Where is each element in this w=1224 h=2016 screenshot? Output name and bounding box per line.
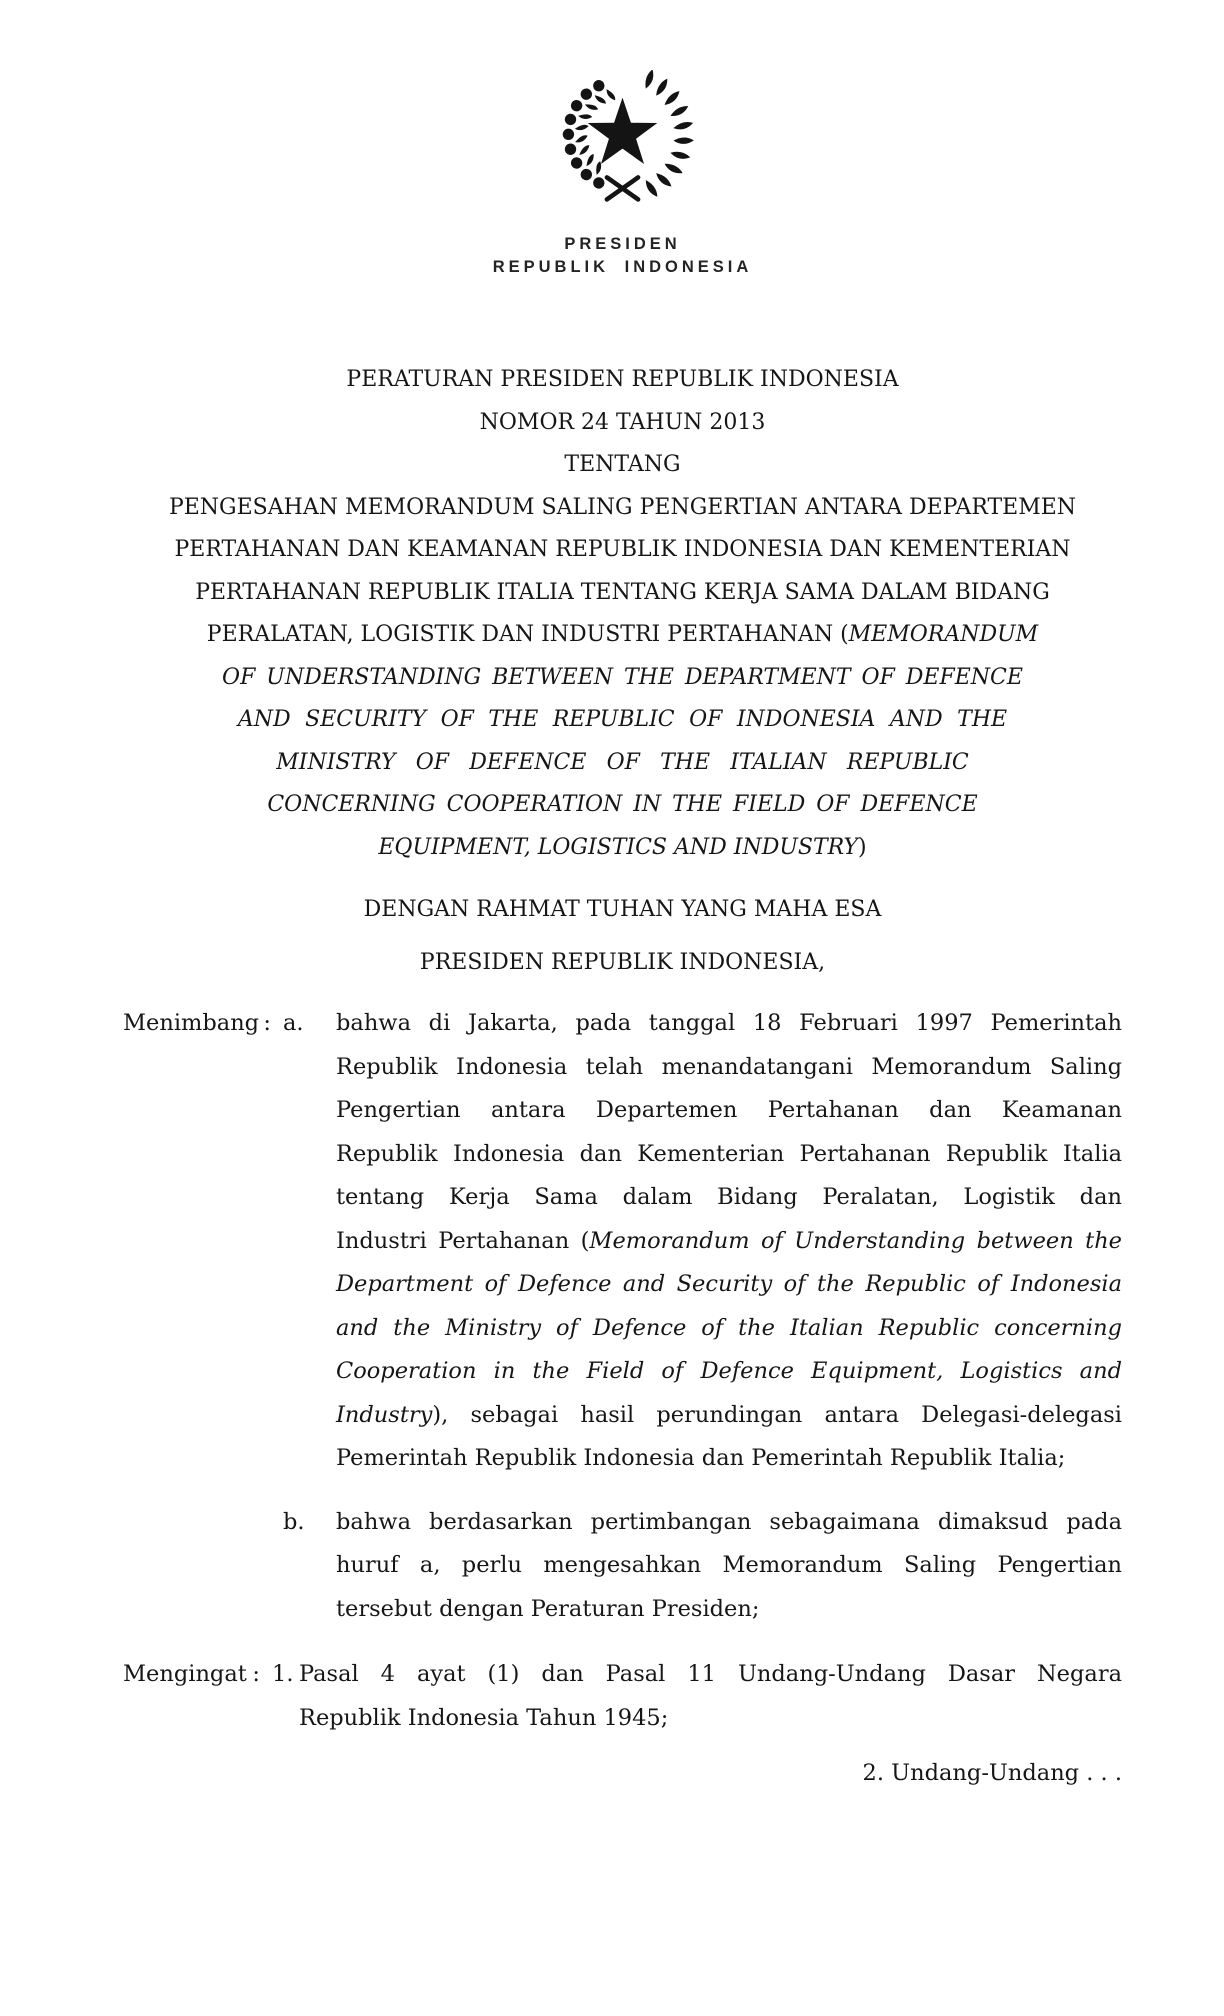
italic-text-segment: Industry: [336, 1401, 433, 1428]
text-line: [299, 1653, 1122, 1697]
label-colon: :: [263, 1010, 271, 1036]
text-segment: huruf a, perlu mengesahkan Memorandum Saling Pengertian: [336, 1552, 1122, 1578]
issuer-line: PRESIDEN REPUBLIK INDONESIA,: [419, 949, 826, 975]
label-colon: :: [252, 1661, 260, 1687]
letterhead: [123, 233, 1122, 279]
italic-text-segment: OF UNDERSTANDING BETWEEN THE DEPARTMENT OF DEFENCE: [222, 664, 1023, 690]
mengingat-label: [123, 1653, 272, 1740]
text-segment: tentang Kerja Sama dalam Bidang Peralatan, Logistik dan: [336, 1184, 1122, 1210]
item-marker: a.: [283, 1010, 304, 1036]
text-line: [336, 1002, 1122, 1046]
text-line: [336, 1307, 1122, 1351]
italic-text-segment: MEMORANDUM: [848, 622, 1039, 647]
invocation-line: DENGAN RAHMAT TUHAN YANG MAHA ESA: [363, 897, 882, 922]
label-text: Mengingat: [123, 1661, 247, 1687]
title-line-english: [123, 657, 1122, 700]
title-line: [123, 359, 1122, 402]
text-line: [336, 1089, 1122, 1133]
text-line: [336, 1588, 1122, 1632]
text-line: [336, 1133, 1122, 1177]
title-line-number: [123, 402, 1122, 445]
text-segment: TENTANG: [564, 452, 681, 477]
title-line: [123, 529, 1122, 572]
italic-text-segment: and the Ministry of Defence of the Italian Republic concerning: [336, 1314, 1122, 1341]
title-line-tentang: [123, 444, 1122, 487]
item-text: [336, 1002, 1122, 1481]
empty-label-cell: [123, 1501, 283, 1632]
title-line-english: [123, 784, 1122, 827]
text-line: [336, 1176, 1122, 1220]
text-line: [299, 1697, 1122, 1741]
italic-text-segment: Cooperation in the Field of Defence Equipment, Logistics and: [336, 1358, 1122, 1384]
title-line-english: [123, 699, 1122, 742]
text-line: [336, 1394, 1122, 1438]
mengingat-section: [123, 1653, 1122, 1740]
text-segment: Republik Indonesia telah menandatangani Memorandum Saling: [336, 1053, 1122, 1080]
text-line: [336, 1544, 1122, 1588]
item-marker: b.: [283, 1508, 305, 1535]
text-segment: NOMOR 24 TAHUN 2013: [479, 409, 766, 435]
title-line: [123, 487, 1122, 530]
text-segment: bahwa di Jakarta, pada tanggal 18 Februari 1997 Pemerintah: [336, 1010, 1122, 1036]
letterhead-org-line1: PRESIDEN: [564, 235, 681, 253]
presidential-star-wreath-emblem-icon: [540, 70, 705, 217]
text-segment: Pemerintah Republik Indonesia dan Pemerintah Republik Italia;: [336, 1445, 1066, 1471]
italic-text-segment: MINISTRY OF DEFENCE OF THE ITALIAN REPUBLIC: [276, 749, 969, 775]
italic-text-segment: AND SECURITY OF THE REPUBLIC OF INDONESIA AND THE: [237, 707, 1008, 732]
letterhead-org-line2: REPUBLIK INDONESIA: [492, 258, 753, 276]
text-segment: PERALATAN, LOGISTIK DAN INDUSTRI PERTAHANAN (: [206, 622, 849, 647]
text-line: [336, 1350, 1122, 1394]
menimbang-section: [123, 1002, 1122, 1631]
text-segment: Industri Pertahanan (: [336, 1227, 590, 1254]
text-segment: PERTAHANAN REPUBLIK ITALIA TENTANG KERJA SAMA DALAM BIDANG: [195, 579, 1050, 605]
text-line: [336, 1437, 1122, 1481]
text-segment: PERTAHANAN DAN KEAMANAN REPUBLIK INDONESIA DAN KEMENTERIAN: [174, 537, 1071, 562]
text-line: [336, 1220, 1122, 1264]
menimbang-item-a: [123, 1002, 1122, 1481]
text-segment: Pasal 4 ayat (1) dan Pasal 11 Undang-Undang Dasar Negara: [299, 1661, 1122, 1687]
menimbang-item-b: [123, 1501, 1122, 1632]
text-segment: ): [858, 834, 867, 860]
text-segment: PENGESAHAN MEMORANDUM SALING PENGERTIAN ANTARA DEPARTEMEN: [168, 494, 1077, 520]
text-segment: bahwa berdasarkan pertimbangan sebagaimana dimaksud pada: [336, 1508, 1122, 1535]
title-line: [123, 572, 1122, 615]
text-line: [336, 1046, 1122, 1090]
italic-text-segment: EQUIPMENT, LOGISTICS AND INDUSTRY: [378, 834, 859, 860]
italic-text-segment: Memorandum of Understanding between the: [589, 1227, 1123, 1254]
item-text: [299, 1653, 1122, 1740]
title-line: [123, 614, 1122, 657]
italic-text-segment: CONCERNING COOPERATION IN THE FIELD OF DEFENCE: [267, 792, 978, 817]
text-segment: ), sebagai hasil perundingan antara Delegasi-delegasi: [432, 1401, 1122, 1428]
menimbang-label: [123, 1002, 283, 1481]
title-line-english: [123, 742, 1122, 785]
catchword-line: 2. Undang-Undang . . .: [862, 1760, 1122, 1786]
text-line: [336, 1501, 1122, 1545]
mengingat-item-1: [123, 1653, 1122, 1740]
italic-text-segment: Department of Defence and Security of the Republic of Indonesia: [336, 1271, 1122, 1297]
text-segment: Republik Indonesia dan Kementerian Pertahanan Republik Italia: [336, 1140, 1122, 1167]
text-segment: Republik Indonesia Tahun 1945;: [299, 1704, 669, 1731]
item-marker: 1.: [272, 1661, 294, 1687]
title-line-english: [123, 827, 1122, 870]
title-block: [123, 359, 1122, 869]
text-segment: PERATURAN PRESIDEN REPUBLIK INDONESIA: [346, 367, 899, 392]
text-segment: tersebut dengan Peraturan Presiden;: [336, 1595, 760, 1622]
item-text: [336, 1501, 1122, 1632]
text-line: [336, 1263, 1122, 1307]
label-text: Menimbang: [123, 1010, 260, 1036]
text-segment: Pengertian antara Departemen Pertahanan dan Keamanan: [336, 1097, 1122, 1123]
